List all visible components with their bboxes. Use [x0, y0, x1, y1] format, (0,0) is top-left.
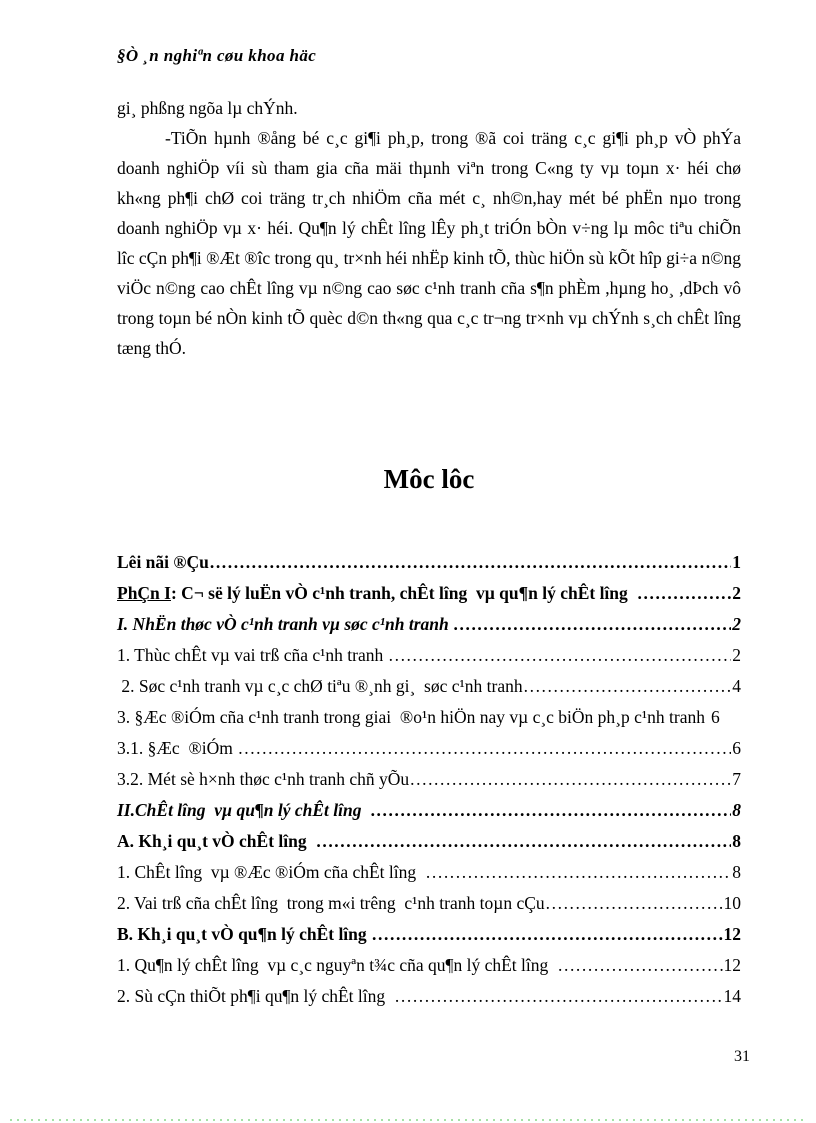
toc-entry-label: II.ChÊt lîng vµ qu¶n lý chÊt lîng — [117, 800, 371, 820]
dot-leader — [410, 764, 731, 795]
toc-page-number: 4 — [732, 676, 741, 696]
toc-entry — [117, 671, 741, 702]
toc-entry-label: B. Kh¸i qu¸t vÒ qu¶n lý chÊt lîng — [117, 924, 372, 944]
toc-page-number: 2 — [732, 614, 741, 634]
toc-entry-label-rest: : C¬ së lý luËn vÒ c¹nh tranh, chÊt lîng vµ qu¶n lý chÊt lîng — [170, 583, 637, 603]
dot-leader — [524, 671, 732, 702]
toc-page-number: 2 — [732, 645, 741, 665]
toc-entry — [117, 888, 741, 919]
toc-page-number: 1 — [732, 552, 741, 572]
dot-leader — [316, 826, 731, 857]
table-of-contents — [117, 547, 741, 1012]
toc-entry-label: I. NhËn thøc vÒ c¹nh tranh vµ søc c¹nh tranh — [117, 614, 454, 634]
running-header: §Ò ¸n nghiªn cøu khoa häc — [117, 46, 317, 65]
toc-entry-label: 3.2. Mét sè h×nh thøc c¹nh tranh chñ yÕu — [117, 769, 410, 789]
toc-page-number: 8 — [732, 862, 741, 882]
toc-entry-label: 2. Sù cÇn thiÕt ph¶i qu¶n lý chÊt lîng — [117, 986, 394, 1006]
toc-entry-label: 2. Søc c¹nh tranh vµ c¸c chØ tiªu ®¸nh gi¸ søc c¹nh tranh — [117, 676, 523, 696]
toc-entry — [117, 609, 741, 640]
page-number: 31 — [734, 1048, 750, 1065]
toc-entry — [117, 702, 741, 733]
toc-entry — [117, 547, 741, 578]
toc-entry-label-underlined: PhÇn I — [117, 583, 171, 603]
toc-entry-label: 1. Thùc chÊt vµ vai trß cña c¹nh tranh — [117, 645, 388, 665]
dot-leader — [371, 795, 731, 826]
dot-leader — [638, 578, 732, 609]
dot-leader — [372, 919, 722, 950]
toc-page-number: 8 — [732, 831, 741, 851]
toc-entry — [117, 857, 741, 888]
toc-entry — [117, 981, 741, 1012]
toc-entry-label: A. Kh¸i qu¸t vÒ chÊt lîng — [117, 831, 316, 851]
dot-leader — [426, 857, 731, 888]
dot-leader — [389, 640, 732, 671]
toc-page-number: 10 — [723, 893, 741, 913]
dot-leader — [238, 733, 731, 764]
dot-leader — [454, 609, 731, 640]
toc-entry — [117, 826, 741, 857]
toc-page-number: 14 — [723, 986, 741, 1006]
dot-leader — [546, 888, 723, 919]
toc-page-number: 12 — [723, 955, 741, 975]
toc-entry — [117, 795, 741, 826]
body-text-block — [117, 93, 741, 363]
toc-entry — [117, 764, 741, 795]
paragraph: -TiÕn hµnh ®ång bé c¸c gi¶i ph¸p, trong ®ã coi träng c¸c gi¶i ph¸p vÒ phÝa doanh nghiÖp víi sù tham gia cña mäi thµnh viªn trong C«ng ty vµ toµn x· héi chø kh«ng ph¶i chØ coi träng tr¸ch nhiÖm cña mét c¸ nh©n,hay mét bé phËn nµo trong doanh nghiÖp vµ x· héi. Qu¶n lý chÊt lîng lÊy ph¸t triÓn bÒn v÷ng lµ môc tiªu chiÕn lîc cÇn ph¶i ®Æt ®îc trong qu¸ tr×nh héi nhËp kinh tÕ, thùc hiÖn sù kÕt hîp gi÷a n©ng viÖc n©ng cao chÊt lîng vµ n©ng cao søc c¹nh tranh cña s¶n phÈm ,hµng ho¸ ,dÞch vô trong toµn bé nÒn kinh tÕ quèc d©n th«ng qua c¸c tr¬ng tr×nh vµ chÝnh s¸ch chÊt lîng tæng thÓ. — [117, 128, 741, 358]
dot-leader — [395, 981, 723, 1012]
dot-leader — [558, 950, 723, 981]
toc-page-number: 2 — [732, 583, 741, 603]
toc-entry — [117, 640, 741, 671]
toc-entry-label — [117, 578, 637, 609]
toc-page-number: 12 — [723, 924, 741, 944]
toc-entry — [117, 578, 741, 609]
toc-entry-label: Lêi nãi ®Çu — [117, 552, 209, 572]
toc-entry-label: 2. Vai trß cña chÊt lîng trong m«i trêng c¹nh tranh toµn cÇu — [117, 893, 545, 913]
toc-entry — [117, 950, 741, 981]
page-break-dotted-line — [10, 1119, 806, 1121]
toc-page-number: 6 — [732, 738, 741, 758]
toc-entry-label: 1. Qu¶n lý chÊt lîng vµ c¸c nguyªn t¾c cña qu¶n lý chÊt lîng — [117, 955, 557, 975]
toc-page-number: 6 — [710, 707, 720, 727]
toc-entry — [117, 919, 741, 950]
toc-entry-label: 1. ChÊt lîng vµ ®Æc ®iÓm cña chÊt lîng — [117, 862, 425, 882]
toc-entry-label: 3. §Æc ®iÓm cña c¹nh tranh trong giai ®o¹n hiÖn nay vµ c¸c biÖn ph¸p c¹nh tranh — [117, 707, 705, 727]
toc-entry-label: 3.1. §Æc ®iÓm — [117, 738, 238, 758]
toc-page-number: 8 — [732, 800, 741, 820]
toc-heading: Môc lôc — [383, 464, 475, 494]
toc-entry — [117, 733, 741, 764]
paragraph: gi¸ phßng ngõa lµ chÝnh. — [117, 98, 298, 118]
dot-leader — [210, 547, 731, 578]
toc-page-number: 7 — [732, 769, 741, 789]
